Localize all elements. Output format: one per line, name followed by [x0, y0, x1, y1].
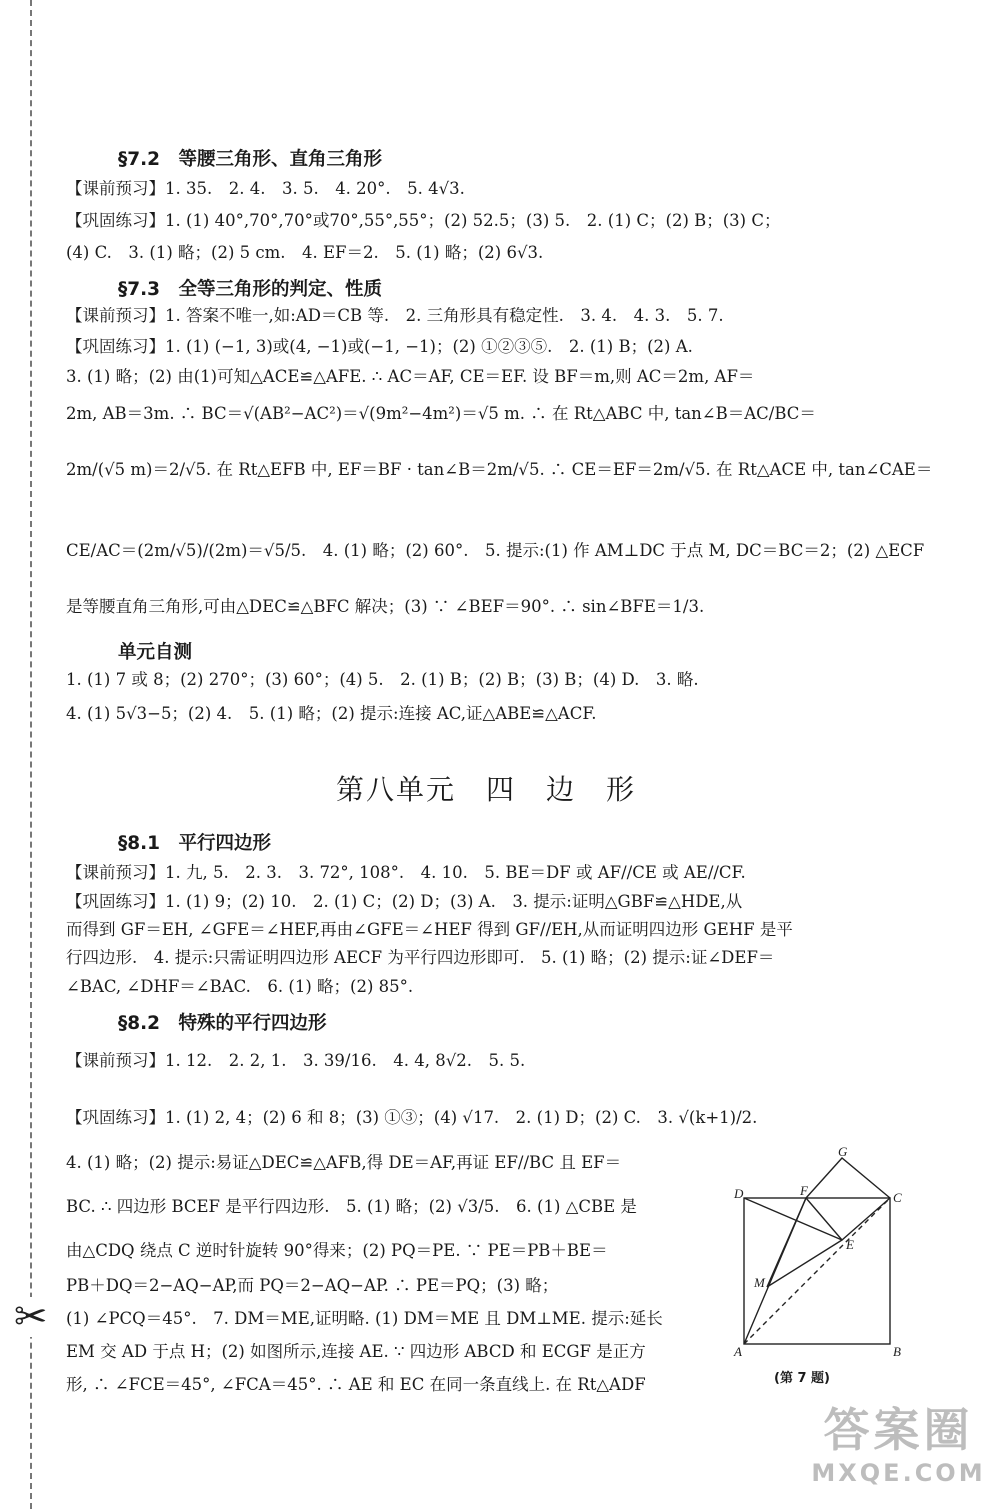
s72-line-3: (4) C. 3. (1) 略；(2) 5 cm. 4. EF＝2. 5. (1) 略；(2) 6√3. — [66, 243, 544, 262]
segment-fm — [767, 1198, 806, 1287]
s81-line-5: ∠BAC, ∠DHF＝∠BAC. 6. (1) 略；(2) 85°. — [66, 977, 414, 996]
label-d: D — [734, 1186, 744, 1201]
cut-line — [30, 0, 32, 1509]
s73-line-3: 3. (1) 略；(2) 由(1)可知△ACE≌△AFE. ∴ AC＝AF, CE＝EF. 设 BF＝m,则 AC＝2m, AF＝ — [66, 367, 755, 386]
s73-line-4: 2m, AB＝3m. ∴ BC＝√(AB²−AC²)＝√(9m²−4m²)＝√5 m. ∴ 在 Rt△ABC 中, tan∠B＝AC/BC＝ — [66, 404, 816, 423]
label-c: C — [893, 1190, 902, 1205]
s73-line-2: 【巩固练习】1. (1) (−1, 3)或(4, −1)或(−1, −1)；(2) ①②③⑤. 2. (1) B；(2) A. — [66, 337, 693, 356]
s82-line-4: BC. ∴ 四边形 BCEF 是平行四边形. 5. (1) 略；(2) √3/5. 6. (1) △CBE 是 — [66, 1197, 637, 1216]
unit-test-line-2: 4. (1) 5√3−5；(2) 4. 5. (1) 略；(2) 提示:连接 AC,证△ABE≌△ACF. — [66, 704, 597, 723]
unit-8-title: 第八单元 四 边 形 — [335, 773, 636, 806]
figure-drawing — [672, 1145, 906, 1367]
s73-line-7: 是等腰直角三角形,可由△DEC≌△BFC 解决；(3) ∵ ∠BEF＝90°. ∴ sin∠BFE＝1/3. — [66, 597, 705, 616]
s82-line-2: 【巩固练习】1. (1) 2, 4；(2) 6 和 8；(3) ①③；(4) √17. 2. (1) D；(2) C. 3. √(k+1)/2. — [66, 1108, 758, 1127]
segment-ac — [744, 1198, 890, 1344]
unit-test-line-1: 1. (1) 7 或 8；(2) 270°；(3) 60°；(4) 5. 2. (1) B；(2) B；(3) B；(4) D. 3. 略. — [66, 670, 699, 689]
s82-line-9: 形, ∴ ∠FCE＝45°, ∠FCA＝45°. ∴ AE 和 EC 在同一条直线上. 在 Rt△ADF — [66, 1375, 646, 1394]
section-heading-7-2: §7.2 等腰三角形、直角三角形 — [118, 149, 383, 170]
s82-line-7: (1) ∠PCQ＝45°. 7. DM＝ME,证明略. (1) DM＝ME 且 DM⊥ME. 提示:延长 — [66, 1309, 663, 1328]
section-heading-7-3: §7.3 全等三角形的判定、性质 — [118, 279, 383, 300]
square-ecgf-top — [806, 1158, 890, 1198]
s73-line-5: 2m/(√5 m)＝2/√5. 在 Rt△EFB 中, EF＝BF · tan∠B＝2m/√5. ∴ CE＝EF＝2m/√5. 在 Rt△ACE 中, tan∠CAE＝ — [66, 460, 933, 479]
watermark-text: 答案圈 — [823, 1403, 974, 1457]
watermark-logo — [806, 1402, 991, 1502]
segment-de — [744, 1198, 842, 1240]
section-heading-8-1: §8.1 平行四边形 — [118, 833, 272, 854]
label-e: E — [846, 1237, 854, 1252]
s73-line-1: 【课前预习】1. 答案不唯一,如:AD＝CB 等. 2. 三角形具有稳定性. 3. 4. 4. 3. 5. 7. — [66, 306, 724, 325]
square-ecgf-bottom — [806, 1198, 890, 1240]
section-heading-8-2: §8.2 特殊的平行四边形 — [118, 1013, 327, 1034]
label-g: G — [838, 1145, 848, 1159]
s82-line-1: 【课前预习】1. 12. 2. 2, 1. 3. 39/16. 4. 4, 8√2. 5. 5. — [66, 1051, 526, 1070]
s81-line-3: 而得到 GF＝EH, ∠GFE＝∠HEF,再由∠GFE＝∠HEF 得到 GF//EH,从而证明四边形 GEHF 是平 — [66, 920, 793, 939]
watermark-url: MXQE.COM — [811, 1459, 986, 1487]
s82-line-6: PB＋DQ＝2−AQ−AP,而 PQ＝2−AQ−AP. ∴ PE＝PQ；(3) 略； — [66, 1276, 559, 1295]
label-a: A — [734, 1344, 742, 1359]
s73-line-6: CE/AC＝(2m/√5)/(2m)＝√5/5. 4. (1) 略；(2) 60°. 5. 提示:(1) 作 AM⊥DC 于点 M, DC＝BC＝2；(2) △ECF — [66, 541, 925, 560]
s82-line-3: 4. (1) 略；(2) 提示:易证△DEC≌△AFB,得 DE＝AF,再证 EF//BC 且 EF＝ — [66, 1153, 622, 1172]
s81-line-1: 【课前预习】1. 九, 5. 2. 3. 3. 72°, 108°. 4. 10. 5. BE＝DF 或 AF//CE 或 AE//CF. — [66, 863, 746, 882]
s82-line-5: 由△CDQ 绕点 C 逆时针旋转 90°得来；(2) PQ＝PE. ∵ PE＝PB＋BE＝ — [66, 1241, 608, 1260]
unit-test-heading: 单元自测 — [118, 642, 193, 663]
label-m: M — [754, 1275, 765, 1290]
figure-caption: (第 7 题) — [774, 1371, 830, 1386]
s81-line-2: 【巩固练习】1. (1) 9；(2) 10. 2. (1) C；(2) D；(3) A. 3. 提示:证明△GBF≌△HDE,从 — [66, 892, 743, 911]
label-f: F — [800, 1183, 808, 1198]
s72-line-1: 【课前预习】1. 35. 2. 4. 3. 5. 4. 20°. 5. 4√3. — [66, 179, 465, 198]
s82-line-8: EM 交 AD 于点 H；(2) 如图所示,连接 AE. ∵ 四边形 ABCD 和 ECGF 是正方 — [66, 1342, 646, 1361]
label-b: B — [893, 1344, 901, 1359]
s72-line-2: 【巩固练习】1. (1) 40°,70°,70°或70°,55°,55°；(2) 52.5；(3) 5. 2. (1) C；(2) B；(3) C； — [66, 211, 781, 230]
geometry-figure — [672, 1145, 906, 1385]
s81-line-4: 行四边形. 4. 提示:只需证明四边形 AECF 为平行四边形即可. 5. (1) 略；(2) 提示:证∠DEF＝ — [66, 948, 775, 967]
scissors-icon: ✂ — [14, 1294, 48, 1340]
